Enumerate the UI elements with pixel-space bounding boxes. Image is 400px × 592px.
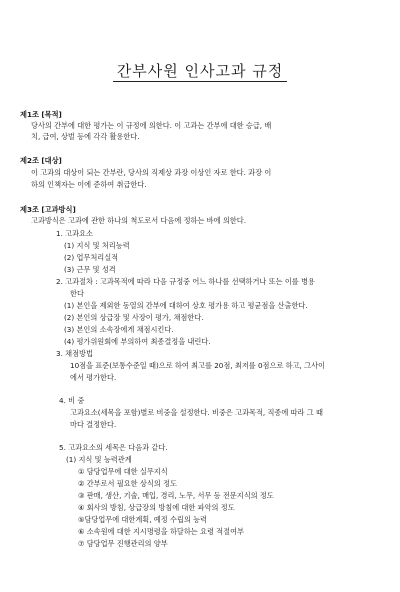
article-2-line-1: 이 고과의 대상이 되는 간부란, 당사의 직제상 과장 이상인 자로 한다. 과장 이: [31, 168, 272, 177]
section-2-item-1: (1) 본인을 제외한 동열의 간부에 대하여 상호 평가용 하고 평균점을 산출한다.: [64, 301, 308, 310]
section-5-item-4: ④ 회사의 방침, 상급장의 방침에 대한 파악의 정도: [78, 503, 235, 512]
section-3-line-2: 에서 평가한다.: [70, 373, 117, 382]
article-3-heading: 제3조 [고과방식]: [20, 205, 76, 214]
article-2-line-2: 하의 인책자는 이에 준하여 취급한다.: [31, 180, 147, 189]
section-5-heading: 5. 고과요소의 세목은 다음과 같다.: [59, 443, 168, 452]
section-5-subheading: (1) 지식 및 능력관계: [66, 455, 132, 464]
section-4-line-2: 마다 결정한다.: [70, 420, 117, 429]
section-3-heading: 3. 채점방법: [56, 349, 93, 358]
section-5-item-5: ⑤담당업무에 대한계획, 예정 수립의 능력: [78, 515, 207, 524]
section-4-heading: 4. 비 중: [59, 396, 85, 405]
article-3-intro: 고과방식은 고과에 관한 하나의 척도로서 다음에 정하는 바에 의한다.: [31, 216, 246, 225]
section-3-line-1: 10점을 표준(보통수준일 때)으로 하여 최고를 20점, 최저를 0점으로 하고, 그사이: [70, 361, 325, 370]
section-5-item-3: ③ 판매, 생산, 기술, 매입, 경리, 노무, 서무 등 전문지식의 정도: [78, 491, 274, 500]
section-4-line-1: 고과요소(세목을 포함)별로 비중을 설정한다. 비중은 고과목적, 직종에 따라 그 때: [70, 408, 323, 417]
section-2-heading: 2. 고과절차 : 고과목적에 따라 다음 규정중 어느 하나를 선택하거나 또는 이를 병용: [56, 277, 315, 286]
document-title: 간부사원 인사고과 규정: [0, 60, 400, 81]
section-1-item-3: (3) 근무 및 성격: [64, 265, 116, 274]
article-2-heading: 제2조 [대상]: [20, 156, 62, 165]
section-1-item-2: (2) 업무처리실적: [64, 253, 119, 262]
section-5-item-6: ⑥ 소속원에 대한 지시명령을 하달하는 요령 적절여부: [78, 527, 244, 536]
section-1-item-1: (1) 지식 및 처리능력: [64, 241, 130, 250]
article-1-heading: 제1조 [목적]: [20, 110, 62, 119]
section-5-item-2: ② 간부로서 필요한 상식의 정도: [78, 479, 177, 488]
article-1-line-1: 당사의 간부에 대한 평가는 이 규정에 의한다. 이 고과는 간부에 대한 승급, 배: [31, 121, 272, 130]
article-1-line-2: 치, 급여, 상벌 등에 각각 활용한다.: [31, 132, 140, 141]
section-5-item-1: ① 담당업무에 대한 실무지식: [78, 467, 168, 476]
section-2-item-4: (4) 평가위원회에 부의하여 최종결정을 내린다.: [64, 337, 211, 346]
section-5-item-7: ⑦ 담당업무 진행관리의 양부: [78, 539, 168, 548]
section-2-continuation: 한다: [70, 289, 84, 298]
section-1-heading: 1. 고과요소: [56, 229, 93, 238]
section-2-item-3: (3) 본인의 소속장에게 채점시킨다.: [64, 325, 174, 334]
section-2-item-2: (2) 본인의 상급장 및 사장이 평가, 채점한다.: [64, 313, 204, 322]
